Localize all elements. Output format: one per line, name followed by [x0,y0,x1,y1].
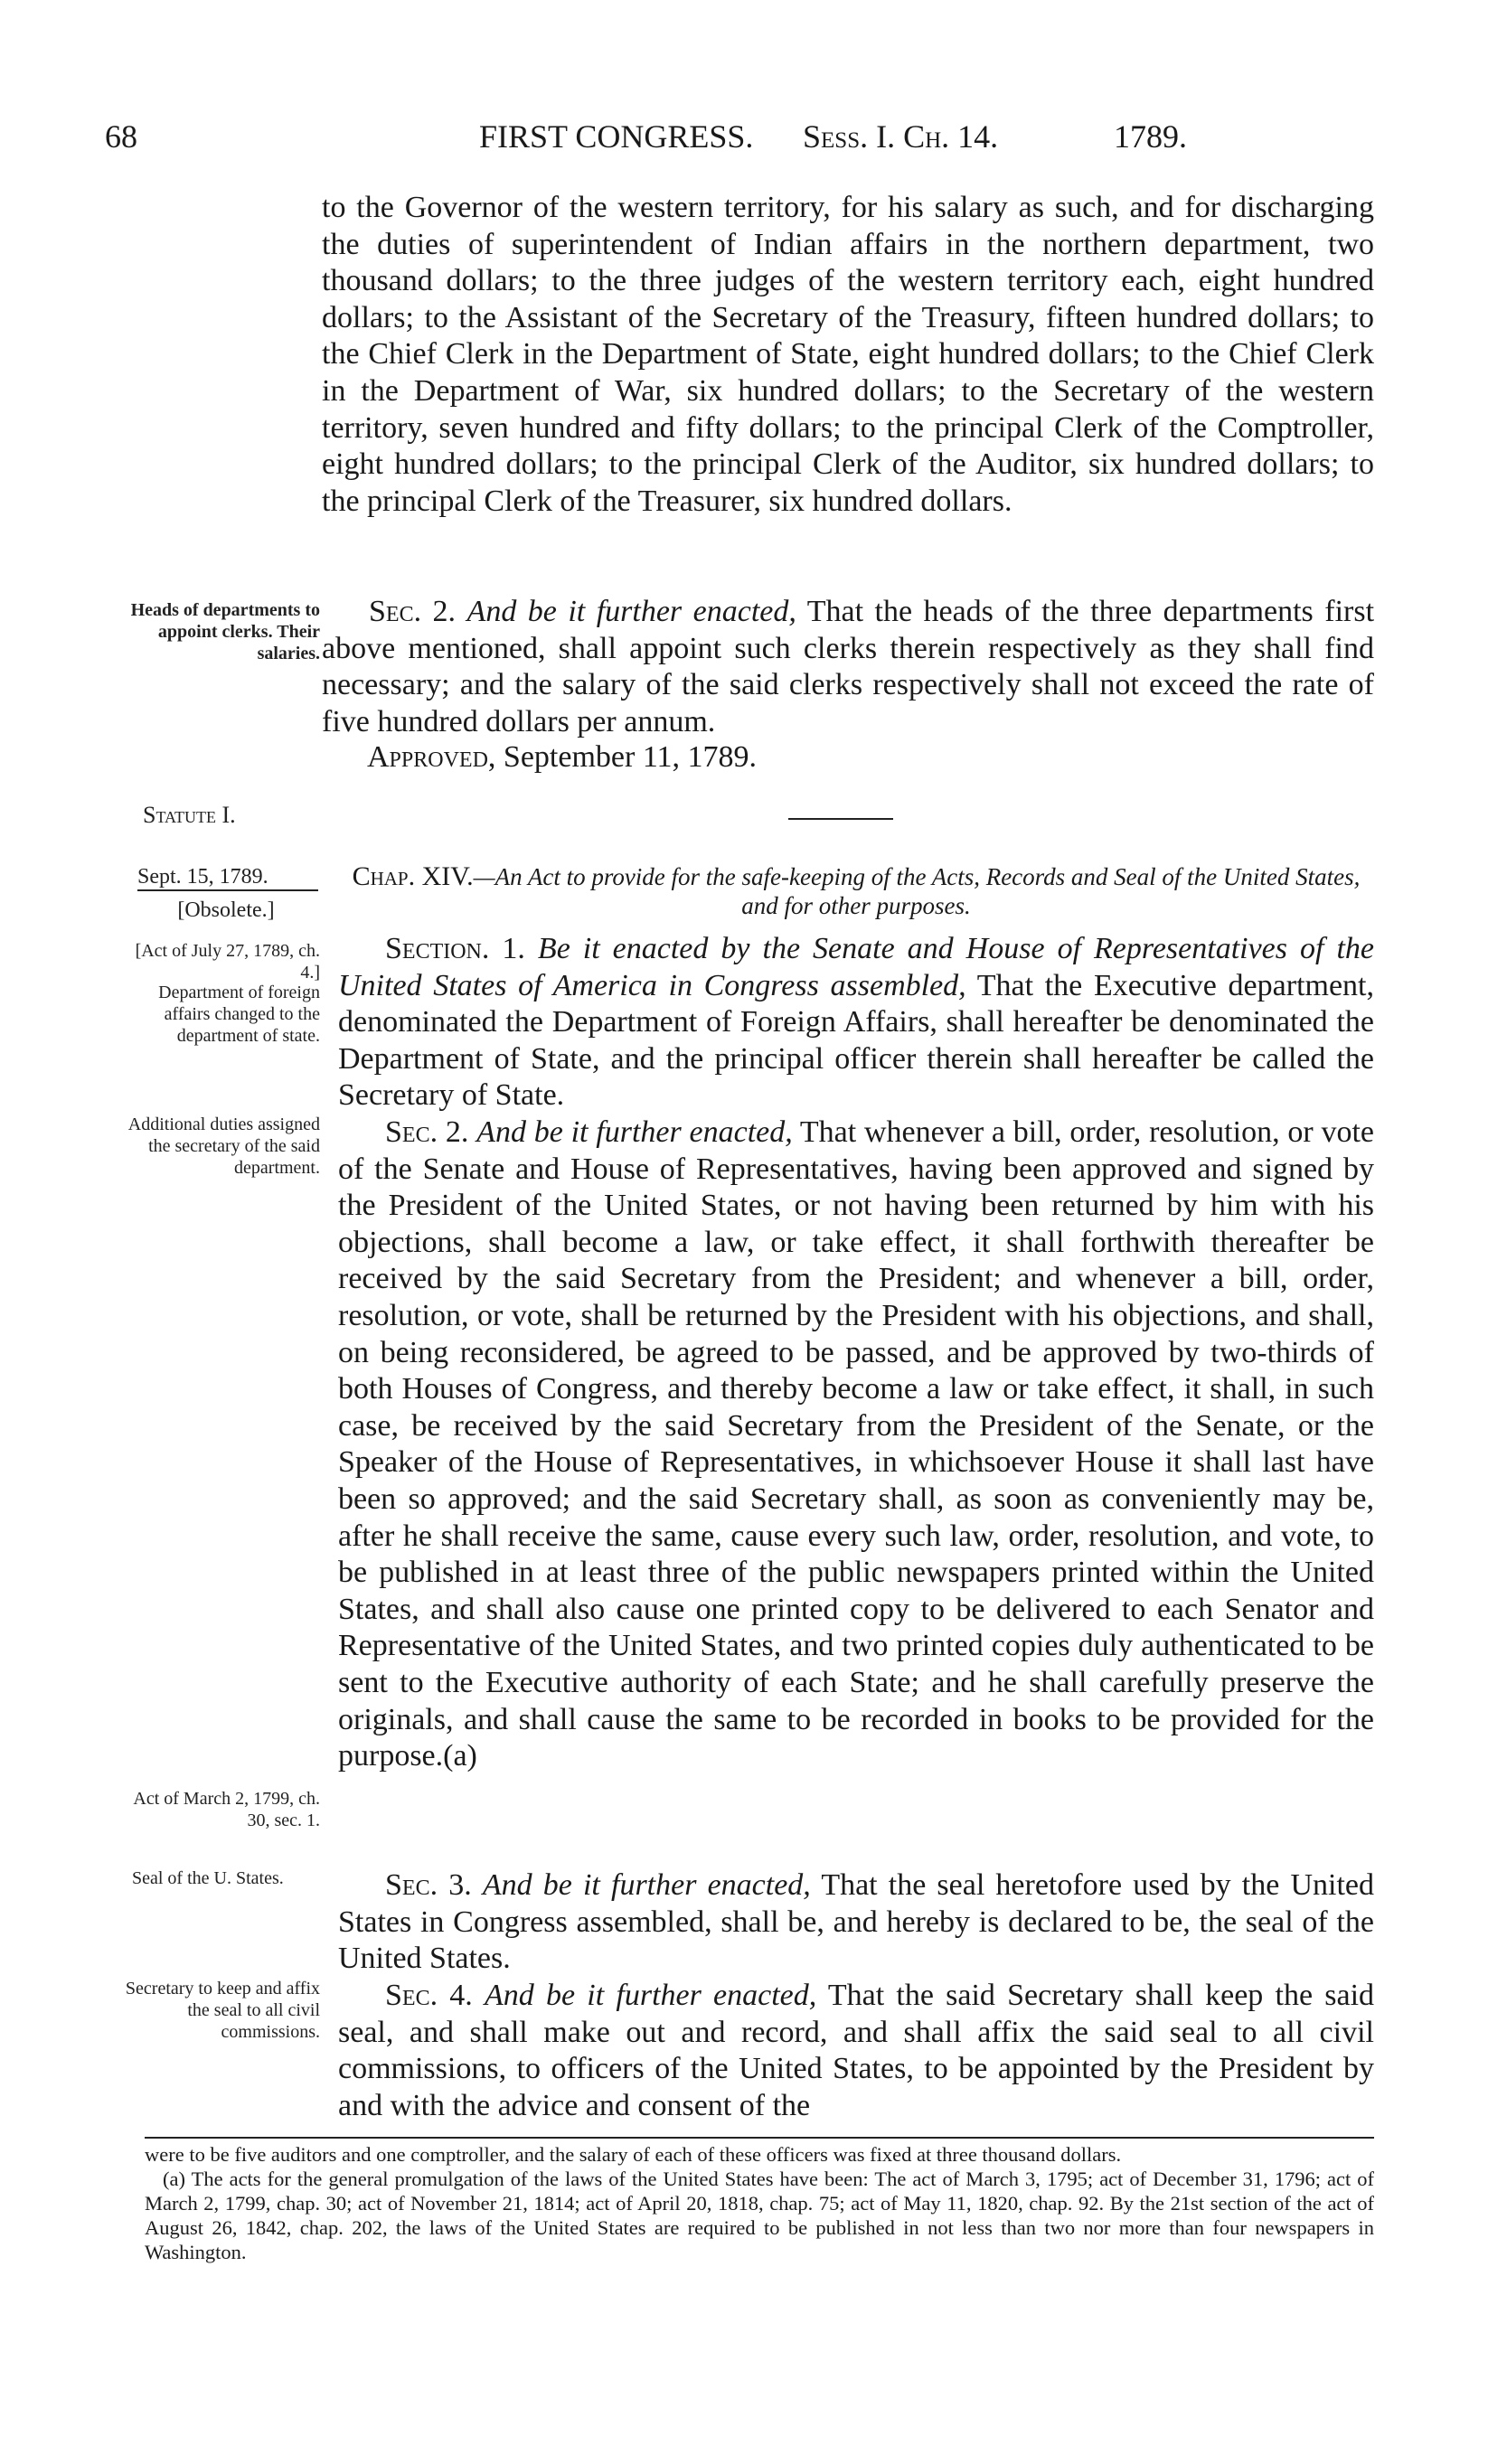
approved-label: Approved, [367,740,496,774]
margin-note-heads-of-departments: Heads of departments to appoint clerks. Their salaries. [130,600,320,663]
chapter-heading [338,862,1374,920]
enacting-clause: And be it further enacted, [485,1979,817,2012]
margin-date: Sept. 15, 1789. [137,866,318,891]
section-text: That whenever a bill, order, resolution, or vote of the Senate and House of Representatives, having been approved and signed by the President of the United States, or not having been returned by him with his objections, shall become a law, or take effect, it shall forthwith thereafter be received by the said Secretary from the President; and whenever a bill, order, resolution, or vote, shall be returned by the President with his objections, and shall, on being reconsidered, be agreed to be passed, and be approved by two-thirds of both Houses of Congress, and thereby become a law or take effect, it shall, in such case, be received by the said Secretary from the President of the Senate, or the Speaker of the House of Representatives, in whichsoever House it shall last have been so approved; and the said Secretary shall, as soon as conveniently may be, after he shall receive the same, cause every such law, order, resolution, and vote, to be published in at least three of the public newspapers printed within the United States, and shall also cause one printed copy to be delivered to each Senator and Representative of the United States, and two printed copies duly authenticated to be sent to the Executive authority of each State; and he shall carefully preserve the originals, and shall cause the same to be recorded in books to be provided for the purpose.(a) [338,1115,1375,1773]
margin-secretary-seal: Secretary to keep and affix the seal to all civil commissions. [125,1979,320,2042]
margin-statute: Statute I. [143,802,236,828]
section-label: Section. 1. [385,932,525,965]
enacting-clause: Be it enacted by the Senate and House of Representatives of the United States of America in Congress assembled, [338,932,1375,1002]
section-2 [338,1114,1374,1775]
continuation-paragraph: to the Governor of the western territory, for his salary as such, and for discharging the duties of superintendent of Indian affairs in the northern department, two thousand dollars; to the three judges of the western territory each, eight hundred dollars; to the Assistant of the Secretary of the Treasury, fifteen hundred dollars; to the Chief Clerk in the Department of State, eight hundred dollars; to the Chief Clerk in the Department of War, six hundred dollars; to the Secretary of the western territory, seven hundred and fifty dollars; to the principal Clerk of the Comptroller, eight hundred dollars; to the principal Clerk of the Auditor, six hundred dollars; to the principal Clerk of the Treasurer, six hundred dollars. [322,191,1374,518]
section-text: That the Executive department, denominated the Department of Foreign Affairs, shall hereafter be denominated the Department of State, and the principal officer therein shall hereafter be called the Secretary of State. [338,968,1374,1113]
running-title: FIRST CONGRESS. [479,118,754,155]
chapter-title: —An Act to provide for the safe-keeping of the Acts, Records and Seal of the United States, and for other purposes. [473,863,1361,919]
margin-act-of-march: Act of March 2, 1799, ch. 30, sec. 1. [133,1789,320,1830]
footnotes [145,2142,1374,2264]
margin-obsolete: [Obsolete.] [177,898,275,922]
footnote-a-label: (a) [163,2168,185,2190]
margin-act-of-july: [Act of July 27, 1789, ch. 4.] [135,941,320,983]
footnote-a [145,2167,1374,2264]
section-label: Sec. 3. [385,1868,472,1902]
section-text: That the seal heretofore used by the United States in Congress assembled, shall be, and hereby is declared to be, the seal of the United States. [338,1868,1375,1976]
section-1 [338,931,1374,1114]
section-text: That the said Secretary shall keep the said seal, and shall make out and record, and shall affix the said seal to all civil commissions, to officers of the United States, to be appointed by the President by and with the advice and consent of the [338,1979,1375,2122]
enacting-clause: And be it further enacted, [476,1115,793,1149]
chapter-label: Chap. XIV. [352,861,474,891]
approved-date: September 11, 1789. [503,740,758,774]
margin-additional-duties: Additional duties assigned the secretary of the said department. [127,1114,320,1178]
margin-department-of-state: Department of foreign affairs changed to the department of state. [158,983,320,1046]
footnote-rule [145,2137,1374,2139]
session-chapter: Sess. I. Ch. 14. [803,118,999,155]
section-label: Sec. 2. [385,1115,469,1149]
section-label: Sec. 2. [369,595,457,628]
approved-line [367,739,757,776]
footnote-a-text: The acts for the general promulgation of the laws of the United States have been: The act of March 3, 1795; act of December 31, 1796; act of March 2, 1799, chap. 30; act of November 21, 1814; act of April 20, 1818, chap. 75; act of May 11, 1820, chap. 92. By the 21st section of the act of August 26, 1842, chap. 202, the laws of the United States are required to be published in not less than two nor more than four newspapers in Washington. [145,2168,1374,2263]
enacting-clause: And be it further enacted, [466,595,796,628]
page-number: 68 [105,118,137,155]
section-3 [338,1867,1374,1978]
section-4 [338,1978,1374,2124]
enacting-clause: And be it further enacted, [482,1868,811,1902]
section-2-salaries [322,594,1374,740]
footnote-continued: were to be five auditors and one comptroller, and the salary of each of these officers was fixed at three thousand dollars. [145,2143,1122,2166]
section-text: That the heads of the three departments first above mentioned, shall appoint such clerks therein respectively as they shall find necessary; and the salary of the said clerks respectively shall not exceed the rate of five hundred dollars per annum. [322,595,1375,738]
section-divider [788,818,893,820]
margin-seal: Seal of the U. States. [132,1868,284,1888]
header-year: 1789. [1114,118,1187,155]
section-label: Sec. 4. [385,1979,473,2012]
